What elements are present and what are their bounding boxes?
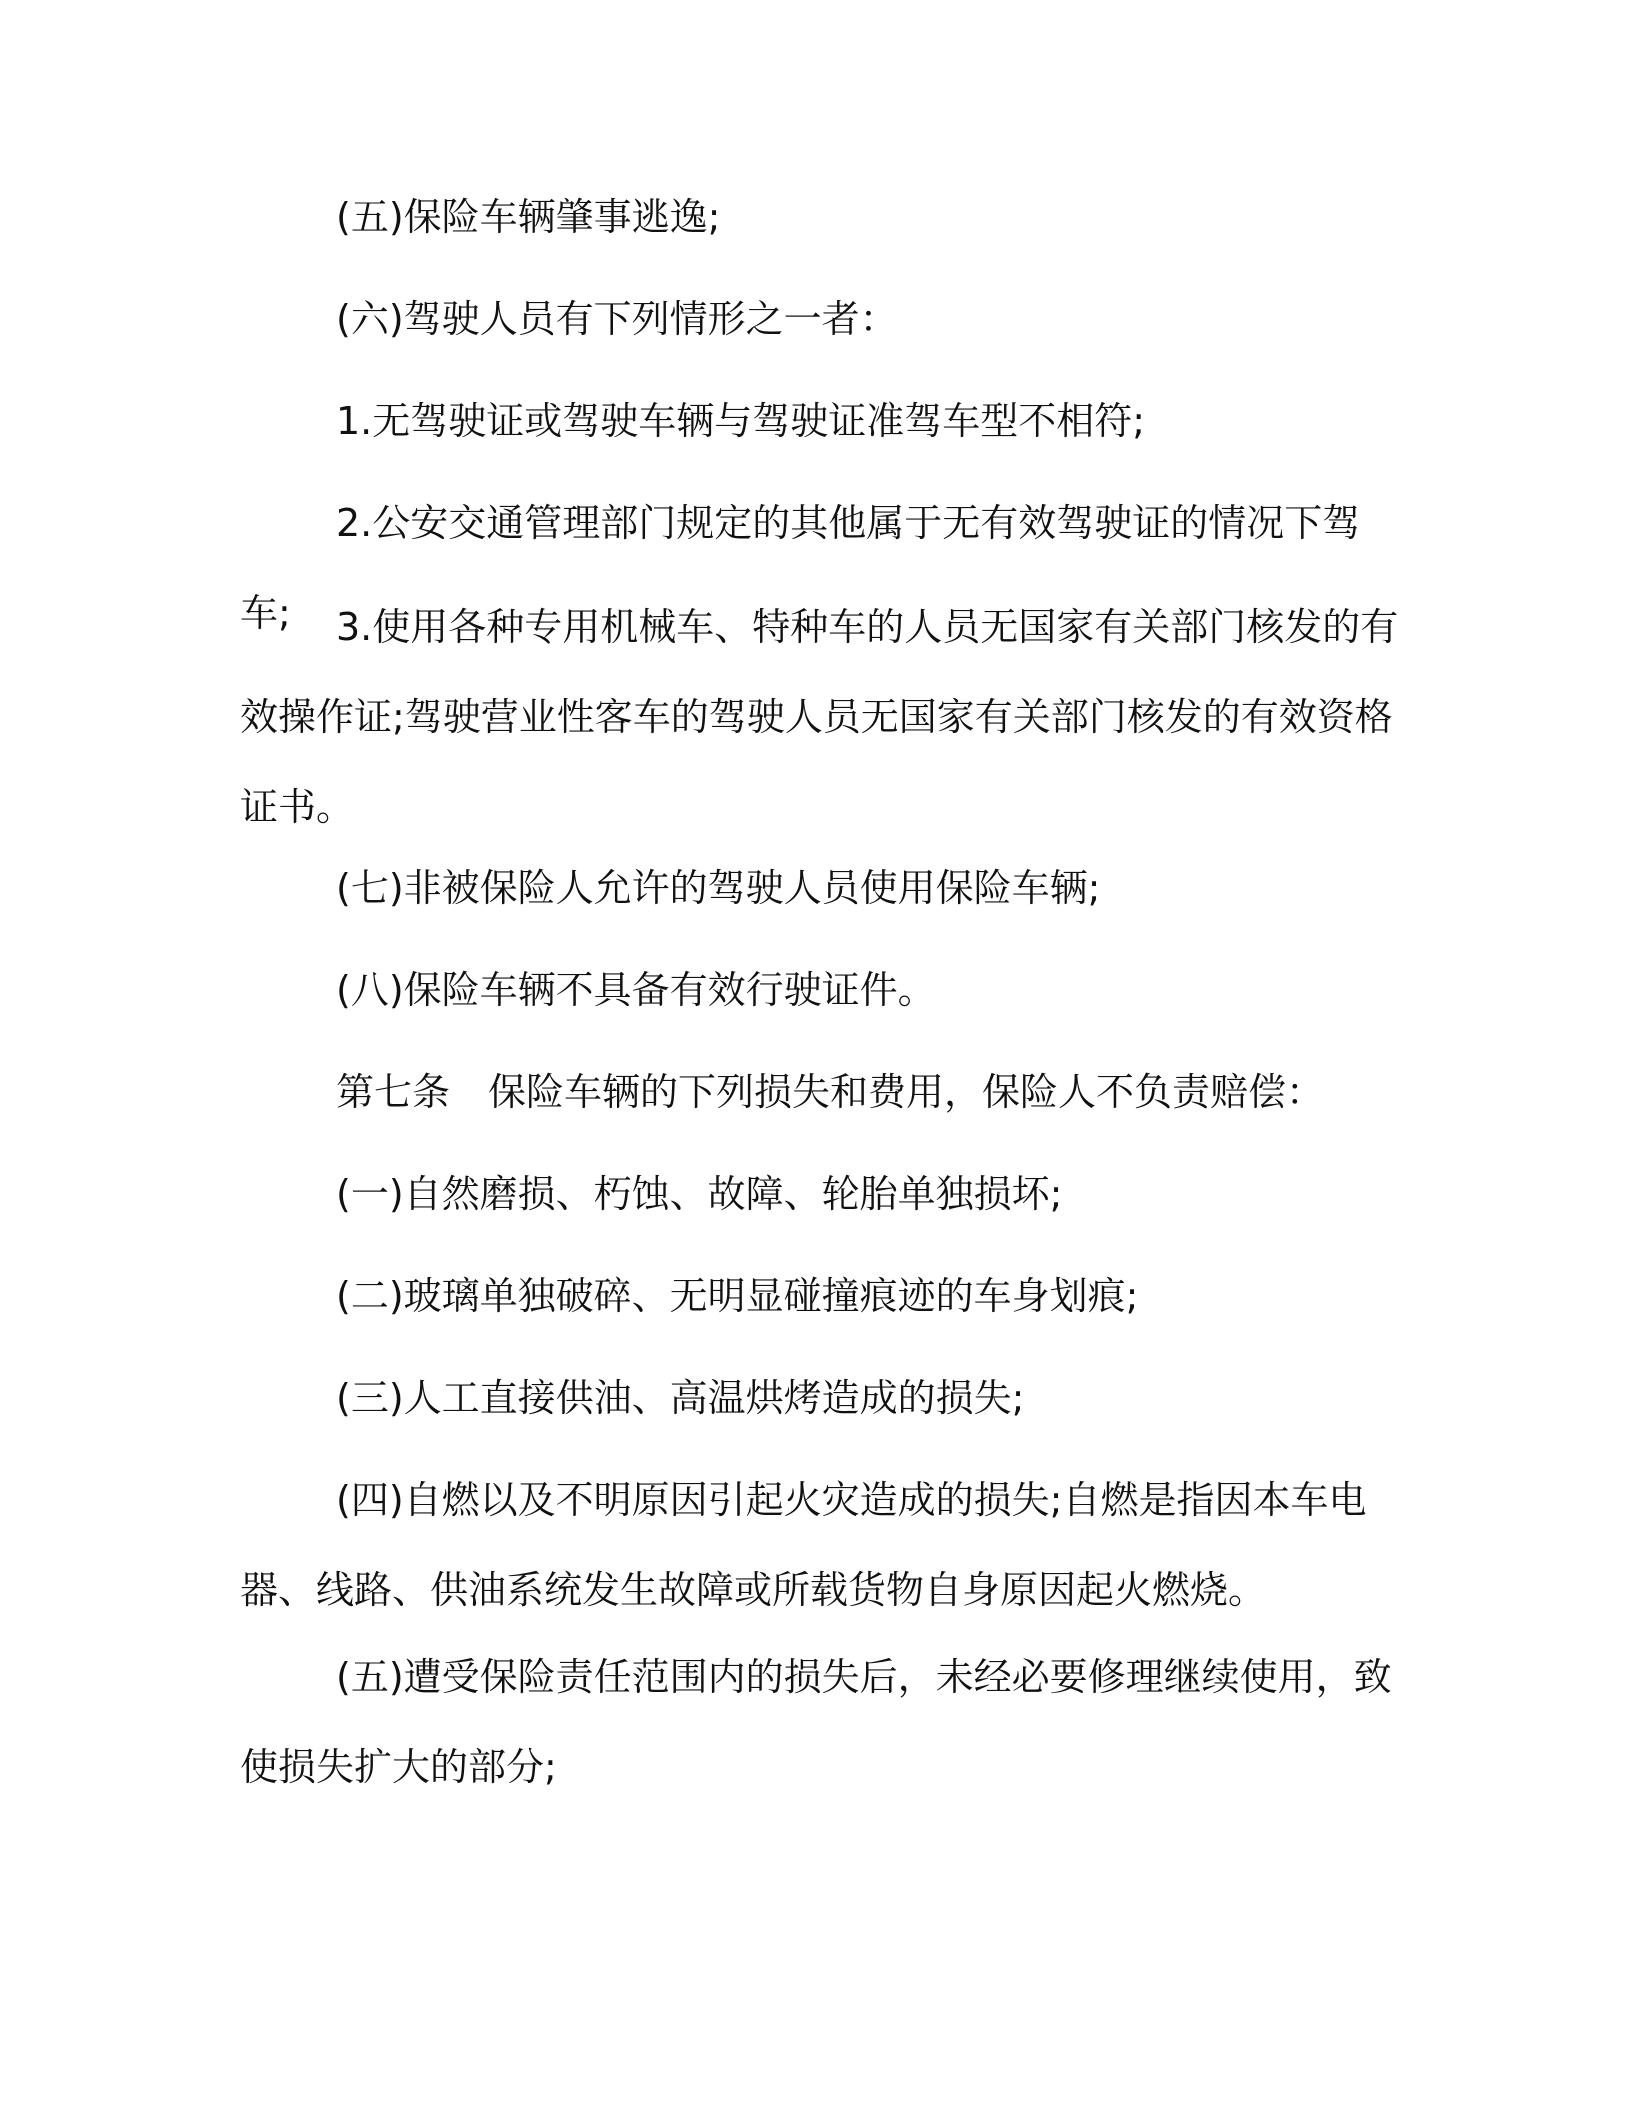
clause-subitem-1: 1.无驾驶证或驾驶车辆与驾驶证准驾车型不相符; [336, 399, 1146, 443]
clause-subitem-2: 2.公安交通管理部门规定的其他属于无有效驾驶证的情况下驾车; [240, 501, 1361, 635]
clause-item-7-unauthorized-driver: (七)非被保险人允许的驾驶人员使用保险车辆; [336, 866, 1101, 910]
clause-item-6-driver-conditions: (六)驾驶人员有下列情形之一者： [336, 297, 898, 341]
clause-item-8-no-license: (八)保险车辆不具备有效行驶证件。 [336, 968, 936, 1012]
article-7-heading: 第七条 保险车辆的下列损失和费用，保险人不负责赔偿： [336, 1070, 1325, 1114]
exclusion-item-4: (四)自燃以及不明原因引起火灾造成的损失;自燃是指因本车电器、线路、供油系统发生故障或所载货物自身原因起火燃烧。 [240, 1478, 1367, 1612]
clause-item-5-hit-and-run: (五)保险车辆肇事逃逸; [336, 195, 721, 239]
exclusion-item-1: (一)自然磨损、朽蚀、故障、轮胎单独损坏; [336, 1172, 1063, 1216]
exclusion-item-3: (三)人工直接供油、高温烘烤造成的损失; [336, 1376, 1025, 1420]
exclusion-item-2: (二)玻璃单独破碎、无明显碰撞痕迹的车身划痕; [336, 1274, 1139, 1318]
clause-subitem-3: 3.使用各种专用机械车、特种车的人员无国家有关部门核发的有效操作证;驾驶营业性客车的驾驶人员无国家有关部门核发的有效资格证书。 [240, 605, 1399, 829]
exclusion-item-5: (五)遭受保险责任范围内的损失后，未经必要修理继续使用，致使损失扩大的部分; [240, 1655, 1392, 1789]
